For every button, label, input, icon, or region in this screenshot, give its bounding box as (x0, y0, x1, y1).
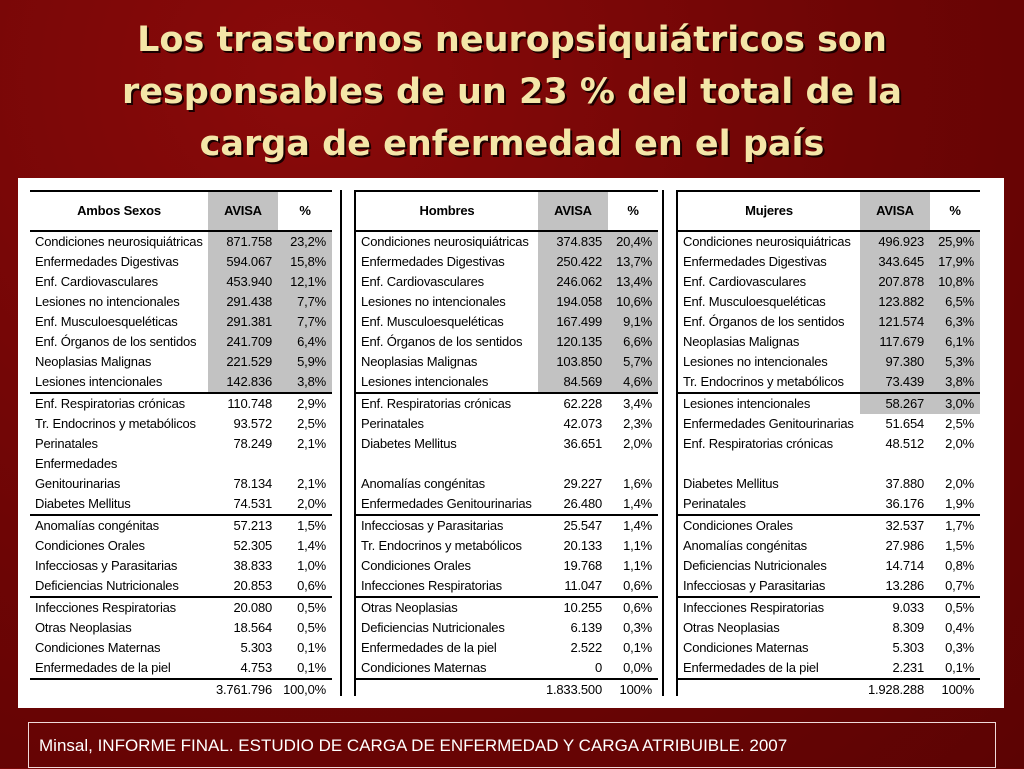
table-row (30, 597, 332, 618)
table-mujeres (678, 190, 988, 696)
cell-cause: Enf. Órganos de los sentidos (361, 334, 523, 349)
table-row (356, 658, 658, 679)
cell-avisa: 26.480 (563, 496, 602, 511)
tables-panel (18, 178, 1004, 708)
slide-title (30, 14, 994, 170)
cell-percent: 7,7% (278, 312, 332, 332)
cell-percent: 0,1% (297, 640, 326, 655)
cell-percent: 17,9% (930, 252, 980, 272)
cell-avisa: 5.303 (892, 640, 924, 655)
cell-percent: 3,0% (930, 393, 980, 414)
cell-avisa: 374.835 (538, 231, 608, 252)
cell-cause: Condiciones Orales (678, 515, 860, 536)
column-header-avisa: AVISA (538, 191, 608, 231)
title-line: carga de enfermedad en el país (199, 124, 825, 164)
table-row (356, 576, 658, 597)
cell-cause: Perinatales (683, 496, 746, 511)
table-row (356, 332, 658, 352)
cell-cause: Neoplasias Malignas (683, 334, 800, 349)
cell-avisa: 58.267 (860, 393, 930, 414)
cell-cause: Enf. Respiratorias crónicas (683, 436, 833, 451)
cell-percent: 0,1% (623, 640, 652, 655)
cell-cause: Enf. Musculoesqueléticas (683, 294, 826, 309)
table-row (30, 576, 332, 597)
cell-avisa: 27.986 (885, 538, 924, 553)
cell-avisa: 2.522 (570, 640, 602, 655)
cell-percent: 1,6% (623, 476, 652, 491)
divider (340, 190, 342, 696)
table-row (30, 515, 332, 536)
cell-cause: Tr. Endocrinos y metabólicos (35, 416, 196, 431)
cell-cause: Anomalías congénitas (361, 476, 485, 491)
cell-avisa: 120.135 (538, 332, 608, 352)
cell-avisa: 42.073 (563, 416, 602, 431)
cell-cause: Condiciones Maternas (683, 640, 809, 655)
cell-percent: 6,3% (930, 312, 980, 332)
cell-cause: Condiciones neurosiquiátricas (30, 231, 208, 252)
cell-cause: Enfermedades Digestivas (35, 254, 179, 269)
cell-percent: 0,1% (297, 660, 326, 675)
cell-percent: 2,0% (945, 476, 974, 491)
cell-cause: Enfermedades Genitourinarias (35, 456, 121, 491)
table-row (356, 393, 658, 414)
table-row (30, 638, 332, 658)
table-row (30, 332, 332, 352)
cell-percent: 3,8% (278, 372, 332, 393)
cell-cause: Infecciones Respiratorias (361, 578, 502, 593)
cell-percent: 3,4% (608, 393, 658, 414)
cell-cause: Lesiones no intencionales (683, 354, 828, 369)
cell-percent: 2,9% (278, 393, 332, 414)
cell-cause: Infecciones Respiratorias (678, 597, 860, 618)
cell-avisa: 20.080 (208, 597, 278, 618)
cell-avisa: 78.134 (233, 476, 272, 491)
cell-cause: Enf. Respiratorias crónicas (30, 393, 208, 414)
table-row (30, 618, 332, 638)
cell-percent: 0,3% (945, 640, 974, 655)
table-row (30, 252, 332, 272)
cell-cause: Deficiencias Nutricionales (35, 578, 179, 593)
cell-avisa: 18.564 (233, 620, 272, 635)
cell-total-avisa: 1.833.500 (538, 679, 608, 700)
cell-percent: 2,3% (623, 416, 652, 431)
cell-avisa: 78.249 (233, 436, 272, 451)
cell-avisa: 167.499 (538, 312, 608, 332)
column-header-percent: % (930, 191, 980, 231)
cell-cause: Neoplasias Malignas (35, 354, 152, 369)
cell-percent: 1,7% (930, 515, 980, 536)
cell-percent: 0,6% (623, 578, 652, 593)
cell-cause: Anomalías congénitas (30, 515, 208, 536)
table-row (30, 272, 332, 292)
table-header-row (30, 191, 332, 231)
cell-percent: 5,7% (608, 352, 658, 372)
table-row (30, 556, 332, 576)
cell-cause: Diabetes Mellitus (361, 436, 457, 451)
cell-avisa: 97.380 (860, 352, 930, 372)
cell-cause: Condiciones Maternas (35, 640, 161, 655)
cell-cause: Deficiencias Nutricionales (361, 620, 505, 635)
cell-avisa: 291.381 (208, 312, 278, 332)
cell-percent: 10,6% (608, 292, 658, 312)
cell-cause: Enfermedades Digestivas (683, 254, 827, 269)
cell-avisa: 51.654 (885, 416, 924, 431)
cell-cause: Enfermedades Digestivas (361, 254, 505, 269)
cell-percent: 1,0% (297, 558, 326, 573)
cell-avisa: 52.305 (233, 538, 272, 553)
cell-cause: Condiciones Orales (35, 538, 145, 553)
cell-cause: Infecciosas y Parasitarias (683, 578, 826, 593)
cell-percent: 0,5% (278, 597, 332, 618)
cell-percent: 0,7% (945, 578, 974, 593)
table-header-row (356, 191, 658, 231)
cell-avisa: 871.758 (208, 231, 278, 252)
table-row (30, 434, 332, 454)
cell-percent: 0,8% (945, 558, 974, 573)
table-row (678, 638, 980, 658)
cell-cause: Enf. Cardiovasculares (683, 274, 806, 289)
cell-percent: 0,5% (297, 620, 326, 635)
table-row (356, 292, 658, 312)
cell-avisa: 73.439 (860, 372, 930, 393)
table-row (678, 393, 980, 414)
table-row (356, 556, 658, 576)
column-header-avisa: AVISA (208, 191, 278, 231)
cell-avisa: 14.714 (885, 558, 924, 573)
cell-avisa: 194.058 (538, 292, 608, 312)
column-header-percent: % (278, 191, 332, 231)
cell-cause: Enfermedades de la piel (35, 660, 171, 675)
table-row (356, 231, 658, 252)
cell-avisa: 594.067 (208, 252, 278, 272)
table-row (356, 272, 658, 292)
table-row (30, 454, 332, 494)
table-row (30, 292, 332, 312)
cell-percent: 6,6% (608, 332, 658, 352)
title-line: Los trastornos neuropsiquiátricos son (137, 20, 887, 60)
cell-avisa: 29.227 (563, 476, 602, 491)
table-row (678, 494, 980, 515)
cell-cause: Perinatales (361, 416, 424, 431)
cell-avisa: 103.850 (538, 352, 608, 372)
table-row (678, 272, 980, 292)
table-total-row (356, 679, 658, 700)
cell-cause: Condiciones neurosiquiátricas (356, 231, 538, 252)
cell-avisa: 25.547 (538, 515, 608, 536)
cell-avisa: 36.176 (885, 496, 924, 511)
data-table (30, 190, 332, 700)
table-total-row (678, 679, 980, 700)
cell-avisa: 121.574 (860, 312, 930, 332)
cell-avisa: 496.923 (860, 231, 930, 252)
cell-cause: Infecciones Respiratorias (30, 597, 208, 618)
cell-cause: Enf. Cardiovasculares (361, 274, 484, 289)
cell-avisa: 20.133 (563, 538, 602, 553)
cell-percent: 6,5% (930, 292, 980, 312)
cell-percent: 2,1% (297, 436, 326, 451)
table-row (678, 352, 980, 372)
table-row (356, 618, 658, 638)
cell-avisa: 6.139 (570, 620, 602, 635)
cell-avisa: 11.047 (564, 578, 602, 593)
table-total-row (30, 679, 332, 700)
cell-percent: 1,5% (945, 538, 974, 553)
cell-cause: Lesiones no intencionales (35, 294, 180, 309)
cell-percent: 0,3% (623, 620, 652, 635)
cell-cause: Enfermedades de la piel (361, 640, 497, 655)
cell-percent: 25,9% (930, 231, 980, 252)
cell-avisa: 93.572 (233, 416, 272, 431)
column-header-percent: % (608, 191, 658, 231)
cell-percent: 2,1% (297, 476, 326, 491)
table-row (678, 454, 980, 494)
table-row (30, 494, 332, 515)
cell-percent: 1,4% (297, 538, 326, 553)
table-row (30, 414, 332, 434)
table-row (678, 576, 980, 597)
cell-cause: Otras Neoplasias (356, 597, 538, 618)
cell-total-avisa: 3.761.796 (208, 679, 278, 700)
cell-cause: Lesiones no intencionales (361, 294, 506, 309)
table-header-row (678, 191, 980, 231)
cell-cause: Enfermedades Genitourinarias (683, 416, 854, 431)
cell-total-percent: 100% (930, 679, 980, 700)
cell-percent: 10,8% (930, 272, 980, 292)
cell-cause: Lesiones intencionales (361, 374, 489, 389)
cell-avisa: 13.286 (885, 578, 924, 593)
table-row (678, 618, 980, 638)
table-row (30, 352, 332, 372)
cell-percent: 9,1% (608, 312, 658, 332)
cell-total-percent: 100,0% (278, 679, 332, 700)
cell-avisa: 10.255 (538, 597, 608, 618)
cell-avisa: 62.228 (538, 393, 608, 414)
cell-avisa: 117.679 (860, 332, 930, 352)
table-row (356, 434, 658, 454)
table-row (678, 536, 980, 556)
cell-cause: Lesiones intencionales (35, 374, 163, 389)
cell-cause: Enf. Órganos de los sentidos (35, 334, 197, 349)
table-row (678, 231, 980, 252)
cell-percent: 0,0% (623, 660, 652, 675)
table-row (30, 393, 332, 414)
source-footer: Minsal, INFORME FINAL. ESTUDIO DE CARGA DE ENFERMEDAD Y CARGA ATRIBUIBLE. 2007 (28, 722, 996, 768)
data-table (678, 190, 980, 700)
column-header-avisa: AVISA (860, 191, 930, 231)
table-row (356, 638, 658, 658)
cell-avisa: 343.645 (860, 252, 930, 272)
cell-percent: 5,3% (930, 352, 980, 372)
cell-avisa: 241.709 (208, 332, 278, 352)
cell-avisa: 142.836 (208, 372, 278, 393)
cell-cause: Condiciones neurosiquiátricas (678, 231, 860, 252)
cell-percent: 1,4% (608, 515, 658, 536)
table-header-label: Mujeres (678, 191, 860, 231)
cell-cause: Neoplasias Malignas (361, 354, 478, 369)
cell-avisa: 19.768 (563, 558, 602, 573)
cell-percent: 0,6% (608, 597, 658, 618)
cell-total-label (30, 679, 208, 700)
cell-percent: 0,1% (945, 660, 974, 675)
cell-avisa: 250.422 (538, 252, 608, 272)
cell-total-avisa: 1.928.288 (860, 679, 930, 700)
cell-cause: Enf. Musculoesqueléticas (361, 314, 504, 329)
cell-avisa: 0 (594, 660, 602, 675)
cell-cause: Diabetes Mellitus (35, 496, 131, 511)
cell-cause: Otras Neoplasias (35, 620, 132, 635)
table-row (30, 312, 332, 332)
table-row (30, 658, 332, 679)
cell-percent: 13,4% (608, 272, 658, 292)
table-row (356, 252, 658, 272)
table-row (356, 597, 658, 618)
table-row (356, 494, 658, 515)
cell-percent: 23,2% (278, 231, 332, 252)
cell-cause: Deficiencias Nutricionales (683, 558, 827, 573)
cell-percent: 2,5% (945, 416, 974, 431)
cell-total-percent: 100% (608, 679, 658, 700)
cell-avisa: 38.833 (233, 558, 272, 573)
table-row (678, 434, 980, 454)
cell-avisa: 123.882 (860, 292, 930, 312)
cell-cause: Enfermedades de la piel (683, 660, 819, 675)
cell-percent: 6,1% (930, 332, 980, 352)
cell-avisa: 207.878 (860, 272, 930, 292)
cell-percent: 7,7% (278, 292, 332, 312)
table-row (678, 556, 980, 576)
table-row (356, 536, 658, 556)
cell-cause: Diabetes Mellitus (683, 476, 779, 491)
cell-cause: Condiciones Maternas (361, 660, 487, 675)
cell-avisa: 110.748 (208, 393, 278, 414)
table-row (356, 454, 658, 494)
divider (662, 190, 664, 696)
cell-percent: 2,0% (623, 436, 652, 451)
table-row (678, 252, 980, 272)
cell-percent: 1,4% (623, 496, 652, 511)
cell-cause: Lesiones intencionales (678, 393, 860, 414)
table-row (678, 292, 980, 312)
cell-cause: Enf. Musculoesqueléticas (35, 314, 178, 329)
cell-avisa: 36.651 (563, 436, 602, 451)
cell-percent: 1,1% (623, 558, 652, 573)
cell-percent: 20,4% (608, 231, 658, 252)
cell-cause: Otras Neoplasias (683, 620, 780, 635)
cell-avisa: 5.303 (240, 640, 272, 655)
cell-cause: Enf. Cardiovasculares (35, 274, 158, 289)
cell-avisa: 9.033 (860, 597, 930, 618)
cell-avisa: 20.853 (233, 578, 272, 593)
table-row (30, 536, 332, 556)
table-row (356, 515, 658, 536)
table-row (356, 414, 658, 434)
cell-total-label (678, 679, 860, 700)
cell-avisa: 74.531 (233, 496, 272, 511)
cell-avisa: 32.537 (860, 515, 930, 536)
cell-avisa: 48.512 (885, 436, 924, 451)
table-header-label: Hombres (356, 191, 538, 231)
table-row (678, 312, 980, 332)
table-row (356, 372, 658, 393)
cell-percent: 3,8% (930, 372, 980, 393)
table-row (30, 372, 332, 393)
cell-cause: Tr. Endocrinos y metabólicos (361, 538, 522, 553)
cell-avisa: 57.213 (208, 515, 278, 536)
data-table (356, 190, 658, 700)
title-line: responsables de un 23 % del total de la (121, 72, 903, 112)
table-header-label: Ambos Sexos (30, 191, 208, 231)
cell-avisa: 221.529 (208, 352, 278, 372)
cell-avisa: 84.569 (538, 372, 608, 393)
cell-percent: 2,0% (945, 436, 974, 451)
table-row (356, 312, 658, 332)
table-row (678, 414, 980, 434)
cell-percent: 15,8% (278, 252, 332, 272)
cell-percent: 2,0% (297, 496, 326, 511)
cell-avisa: 291.438 (208, 292, 278, 312)
cell-cause: Enf. Órganos de los sentidos (683, 314, 845, 329)
cell-avisa: 4.753 (240, 660, 272, 675)
table-row (678, 597, 980, 618)
cell-total-label (356, 679, 538, 700)
cell-cause: Tr. Endocrinos y metabólicos (683, 374, 844, 389)
cell-cause: Condiciones Orales (361, 558, 471, 573)
table-row (678, 372, 980, 393)
cell-percent: 12,1% (278, 272, 332, 292)
cell-percent: 0,6% (297, 578, 326, 593)
cell-percent: 0,5% (930, 597, 980, 618)
cell-percent: 6,4% (278, 332, 332, 352)
cell-avisa: 453.940 (208, 272, 278, 292)
cell-avisa: 246.062 (538, 272, 608, 292)
cell-avisa: 2.231 (892, 660, 924, 675)
cell-percent: 1,5% (278, 515, 332, 536)
cell-percent: 0,4% (945, 620, 974, 635)
cell-percent: 1,1% (623, 538, 652, 553)
table-row (678, 515, 980, 536)
table-hombres (356, 190, 666, 696)
cell-cause: Enfermedades Genitourinarias (361, 496, 532, 511)
cell-avisa: 8.309 (892, 620, 924, 635)
table-ambos-sexos (30, 190, 345, 696)
cell-percent: 4,6% (608, 372, 658, 393)
cell-cause: Infecciosas y Parasitarias (35, 558, 178, 573)
cell-cause: Perinatales (35, 436, 98, 451)
table-row (678, 658, 980, 679)
table-row (356, 352, 658, 372)
cell-percent: 2,5% (297, 416, 326, 431)
cell-percent: 1,9% (945, 496, 974, 511)
cell-cause: Infecciosas y Parasitarias (356, 515, 538, 536)
cell-percent: 13,7% (608, 252, 658, 272)
cell-percent: 5,9% (278, 352, 332, 372)
cell-cause: Enf. Respiratorias crónicas (356, 393, 538, 414)
cell-cause: Anomalías congénitas (683, 538, 807, 553)
table-row (678, 332, 980, 352)
cell-avisa: 37.880 (885, 476, 924, 491)
table-row (30, 231, 332, 252)
